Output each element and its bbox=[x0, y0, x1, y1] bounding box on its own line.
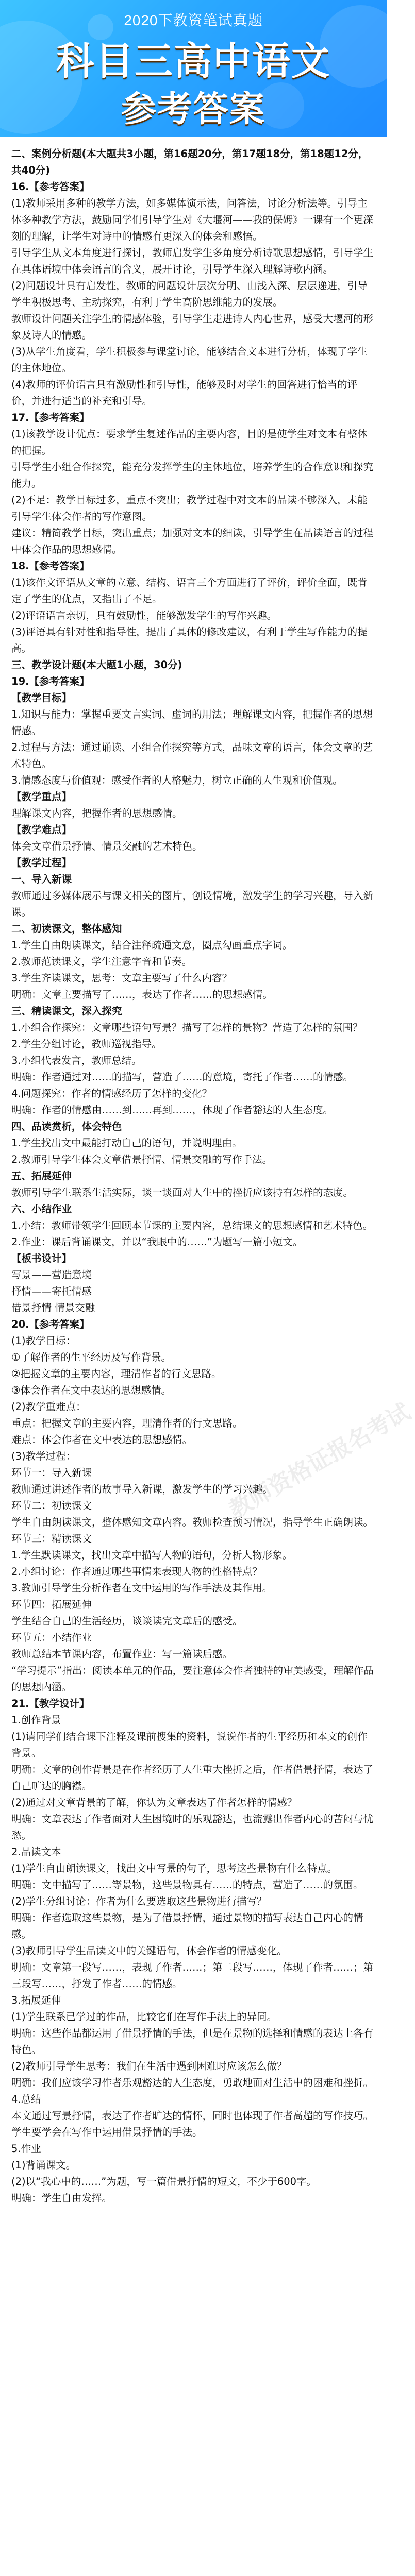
answer-line: 引导学生小组合作探究，能充分发挥学生的主体地位，培养学生的合作意识和探究能力。 bbox=[11, 461, 374, 489]
answer-line: 六、小结作业 bbox=[11, 1203, 72, 1215]
answer-line: (4)教师的评价语言具有激励性和引导性，能够及时对学生的回答进行恰当的评价，并进行适当的补充和引导。 bbox=[11, 379, 358, 407]
answer-line: ②把握文章的主要内容，理清作者的行文思路。 bbox=[11, 1368, 222, 1380]
answer-line: 1.学生默读课文，找出文章中描写人物的语句，分析人物形象。 bbox=[11, 1549, 293, 1561]
answer-line: 17.【参考答案】 bbox=[11, 412, 90, 423]
answer-line: 18.【参考答案】 bbox=[11, 560, 90, 572]
title-line-2: 参考答案 bbox=[121, 90, 265, 129]
answer-line: 环节三：精读课文 bbox=[11, 1533, 92, 1545]
answer-line: 2.品读文本 bbox=[11, 1846, 61, 1858]
answer-line: (2)教学重难点： bbox=[11, 1401, 86, 1413]
answer-line: (3)评语具有针对性和指导性，提出了具体的修改建议，有利于学生写作能力的提高。 bbox=[11, 626, 368, 654]
answer-line: 20.【参考答案】 bbox=[11, 1318, 90, 1330]
answer-line: (3)教学过程： bbox=[11, 1450, 76, 1462]
answer-line: (2)不足：教学目标过多，重点不突出；教学过程中对文本的品读不够深入，未能引导学生体会作者的写作意图。 bbox=[11, 494, 368, 522]
answer-line: 二、案例分析题(本大题共3小题，第16题20分，第17题18分，第18题12分，共40分) bbox=[11, 148, 369, 176]
answer-line: (2)以“我心中的……”为题，写一篇借景抒情的短文，不少于600字。 bbox=[11, 2176, 317, 2188]
answer-line: 16.【参考答案】 bbox=[11, 181, 90, 193]
answer-line: 抒情——寄托情感 bbox=[11, 1285, 92, 1297]
answer-line: 2.学生分组讨论，教师巡视指导。 bbox=[11, 1038, 162, 1050]
answer-line: (3)教师引导学生品读文中的关键语句，体会作者的情感变化。 bbox=[11, 1945, 287, 1957]
answer-line: 明确：文章主要描写了……，表达了作者……的思想感情。 bbox=[11, 989, 273, 1001]
answer-line: 明确：作者选取这些景物，是为了借景抒情，通过景物的描写表达自己内心的情感。 bbox=[11, 1912, 363, 1940]
answer-line: 明确：文中描写了……等景物，这些景物具有……的特点，营造了……的氛围。 bbox=[11, 1879, 363, 1891]
answer-line: 【板书设计】 bbox=[11, 1252, 72, 1264]
answer-line: 三、精读课文，深入探究 bbox=[11, 1005, 122, 1017]
answer-line: 二、初读课文，整体感知 bbox=[11, 923, 122, 935]
answer-line: 【教学目标】 bbox=[11, 692, 72, 704]
header-kicker: 2020下教资笔试真题 bbox=[124, 12, 263, 28]
answer-line: 明确：我们应该学习作者乐观豁达的人生态度，勇敢地面对生活中的困难和挫折。 bbox=[11, 2077, 374, 2089]
answer-line: 学生结合自己的生活经历，谈谈读完文章后的感受。 bbox=[11, 1615, 243, 1627]
answer-line: 明确：学生自由发挥。 bbox=[11, 2192, 112, 2204]
answer-line: 建议：精简教学目标，突出重点；加强对文本的细读，引导学生在品读语言的过程中体会作品的思想感情。 bbox=[11, 527, 374, 555]
answer-line: 2.过程与方法：通过诵读、小组合作探究等方式，品味文章的语言，体会文章的艺术特色。 bbox=[11, 741, 373, 770]
answer-line: 三、教学设计题(本大题1小题，30分) bbox=[11, 659, 182, 671]
answer-line: 3.教师引导学生分析作者在文中运用的写作手法及其作用。 bbox=[11, 1582, 273, 1594]
answer-line: 明确：文章第一段写……，表现了作者……；第二段写……，体现了作者……；第三段写……，抒发了作者……的情感。 bbox=[11, 1961, 374, 1990]
title-line-1: 科目三高中语文 bbox=[56, 40, 330, 82]
answer-line: 引导学生从文本角度进行探讨，教师启发学生多角度分析诗歌思想感情，引导学生在具体语境中体会语言的含义，展开讨论，引导学生深入理解诗歌内涵。 bbox=[11, 247, 374, 275]
answer-line: (1)教学目标： bbox=[11, 1335, 76, 1347]
answer-line: 学生自由朗读课文，整体感知文章内容。教师检查预习情况，指导学生正确朗读。 bbox=[11, 1516, 374, 1528]
answer-line: (1)教师采用多种的教学方法，如多媒体演示法，问答法，讨论分析法等。引导主体多种教学方法，鼓励同学们引导学生对《大堰河——我的保姆》一课有一个更深刻的理解，让学生对诗中的情感有更深入的体会和感悟。 bbox=[11, 197, 374, 242]
answer-line: 4.问题探究：作者的情感经历了怎样的变化？ bbox=[11, 1088, 212, 1099]
answer-line: 21.【教学设计】 bbox=[11, 1698, 90, 1709]
answer-line: 难点：体会作者在文中表达的思想感情。 bbox=[11, 1434, 193, 1446]
answer-line: “学习提示”指出：阅读本单元的作品，要注意体会作者独特的审美感受，理解作品的思想内涵。 bbox=[11, 1665, 374, 1693]
answer-line: 理解课文内容，把握作者的思想感情。 bbox=[11, 807, 182, 819]
answer-line: 环节四：拓展延伸 bbox=[11, 1599, 92, 1611]
answer-line: 2.作业：课后背诵课文，并以“我眼中的……”为题写一篇小短文。 bbox=[11, 1236, 303, 1248]
answer-line: 1.知识与能力：掌握重要文言实词、虚词的用法；理解课文内容，把握作者的思想情感。 bbox=[11, 708, 373, 737]
answer-line: 明确：文章表达了作者面对人生困境时的乐观豁达，也流露出作者内心的苦闷与忧愁。 bbox=[11, 1813, 374, 1841]
answer-line: 3.学生齐读课文，思考：文章主要写了什么内容？ bbox=[11, 972, 233, 984]
answer-line: (1)该教学设计优点：要求学生复述作品的主要内容，目的是使学生对文本有整体的把握。 bbox=[11, 428, 368, 456]
answer-line: 【教学难点】 bbox=[11, 824, 72, 836]
answer-line: (2)教师引导学生思考：我们在生活中遇到困难时应该怎么做？ bbox=[11, 2060, 287, 2072]
answer-line: 3.拓展延伸 bbox=[11, 1994, 61, 2006]
answer-line: (1)请同学们结合课下注释及课前搜集的资料，说说作者的生平经历和本文的创作背景。 bbox=[11, 1731, 368, 1759]
answer-line: (2)问题设计具有启发性，教师的问题设计层次分明、由浅入深、层层递进，引导学生积极思考、主动探究，有利于学生高阶思维能力的发展。 bbox=[11, 280, 368, 308]
answer-line: (1)背诵课文。 bbox=[11, 2159, 76, 2171]
answer-line: ③体会作者在文中表达的思想感情。 bbox=[11, 1384, 171, 1396]
answer-line: 5.作业 bbox=[11, 2143, 41, 2155]
answer-line: 环节一：导入新课 bbox=[11, 1467, 92, 1479]
answer-line: 明确：文章的创作背景是在作者经历了人生重大挫折之后，作者借景抒情，表达了自己旷达的胸襟。 bbox=[11, 1764, 374, 1792]
answer-line: 【教学重点】 bbox=[11, 791, 72, 803]
answer-line: 3.小组代表发言，教师总结。 bbox=[11, 1055, 142, 1066]
answer-line: (1)该作文评语从文章的立意、结构、语言三个方面进行了评价，评价全面，既肯定了学生的优点，又指出了不足。 bbox=[11, 577, 368, 605]
answer-line: 四、品读赏析，体会特色 bbox=[11, 1121, 122, 1132]
answer-line: 【教学过程】 bbox=[11, 857, 72, 869]
answer-line: 教师设计问题关注学生的情感体验，引导学生走进诗人内心世界，感受大堰河的形象及诗人的情感。 bbox=[11, 313, 374, 341]
answer-lines bbox=[11, 146, 375, 2207]
answer-line: 明确：这些作品都运用了借景抒情的手法，但是在景物的选择和情感的表达上各有特色。 bbox=[11, 2027, 374, 2056]
answer-line: (1)学生自由朗读课文，找出文中写景的句子，思考这些景物有什么特点。 bbox=[11, 1862, 338, 1874]
answer-line: 1.创作背景 bbox=[11, 1714, 61, 1726]
answer-line: 1.学生找出文中最能打动自己的语句，并说明理由。 bbox=[11, 1137, 242, 1149]
answer-line: 本文通过写景抒情，表达了作者旷达的情怀，同时也体现了作者高超的写作技巧。学生要学会在写作中运用借景抒情的手法。 bbox=[11, 2110, 374, 2138]
header-banner bbox=[0, 0, 387, 137]
answer-line: 重点：把握文章的主要内容，理清作者的行文思路。 bbox=[11, 1417, 243, 1429]
answer-line: 五、拓展延伸 bbox=[11, 1170, 72, 1182]
answer-line: (2)评语语言亲切，具有鼓励性，能够激发学生的写作兴趣。 bbox=[11, 609, 277, 621]
answer-line: 2.教师引导学生体会文章借景抒情、情景交融的写作手法。 bbox=[11, 1154, 273, 1165]
answer-line: 19.【参考答案】 bbox=[11, 675, 90, 687]
answer-line: 1.学生自由朗读课文，结合注释疏通文意，圈点勾画重点字词。 bbox=[11, 939, 293, 951]
answer-line: 明确：作者的情感由……到……再到……，体现了作者豁达的人生态度。 bbox=[11, 1104, 334, 1116]
watermark: 教师资格证报名考试 bbox=[225, 1399, 414, 1523]
answer-line: 1.小组合作探究：文章哪些语句写景？描写了怎样的景物？营造了怎样的氛围？ bbox=[11, 1022, 363, 1033]
answer-line: 教师引导学生联系生活实际，谈一谈面对人生中的挫折应该持有怎样的态度。 bbox=[11, 1187, 354, 1198]
answer-line: 2.小组讨论：作者通过哪些事情来表现人物的性格特点？ bbox=[11, 1566, 262, 1578]
answer-line: 一、导入新课 bbox=[11, 873, 72, 885]
answer-line: 环节二：初读课文 bbox=[11, 1500, 92, 1512]
answer-line: (2)通过对文章背景的了解，你认为文章表达了作者怎样的情感？ bbox=[11, 1797, 297, 1808]
answer-line: (3)从学生角度看，学生积极参与课堂讨论，能够结合文本进行分析，体现了学生的主体地位。 bbox=[11, 346, 368, 374]
answer-line: 明确：作者通过对……的描写，营造了……的意境，寄托了作者……的情感。 bbox=[11, 1071, 354, 1083]
answer-line: 教师通过讲述作者的故事导入新课，激发学生的学习兴趣。 bbox=[11, 1483, 273, 1495]
answer-document bbox=[0, 137, 387, 2207]
answer-line: (2)学生分组讨论：作者为什么要选取这些景物进行描写？ bbox=[11, 1895, 267, 1907]
answer-line: 4.总结 bbox=[11, 2093, 41, 2105]
answer-line: 借景抒情 情景交融 bbox=[11, 1302, 95, 1314]
answer-line: (1)学生联系已学过的作品，比较它们在写作手法上的异同。 bbox=[11, 2011, 277, 2023]
answer-line: 3.情感态度与价值观：感受作者的人格魅力，树立正确的人生观和价值观。 bbox=[11, 774, 343, 786]
answer-line: 体会文章借景抒情、情景交融的艺术特色。 bbox=[11, 840, 203, 852]
answer-line: 教师通过多媒体展示与课文相关的图片，创设情境，激发学生的学习兴趣，导入新课。 bbox=[11, 890, 374, 918]
answer-line: 写景——营造意境 bbox=[11, 1269, 92, 1281]
answer-line: 环节五：小结作业 bbox=[11, 1632, 92, 1643]
answer-line: 教师总结本节课内容，布置作业：写一篇读后感。 bbox=[11, 1648, 233, 1660]
answer-line: ①了解作者的生平经历及写作背景。 bbox=[11, 1351, 171, 1363]
answer-line: 1.小结：教师带领学生回顾本节课的主要内容，总结课文的思想感情和艺术特色。 bbox=[11, 1219, 373, 1231]
answer-line: 2.教师范读课文，学生注意字音和节奏。 bbox=[11, 956, 192, 968]
